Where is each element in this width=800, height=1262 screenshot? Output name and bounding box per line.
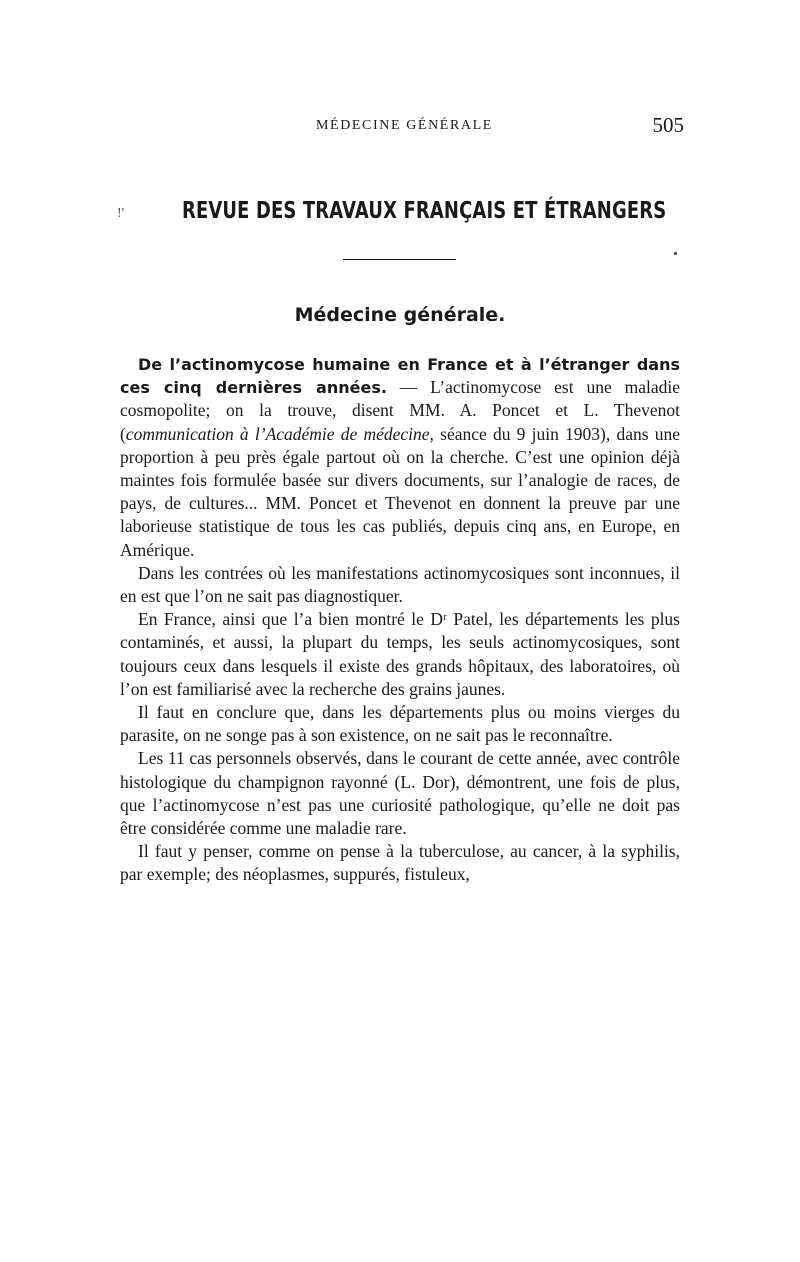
paragraph-3: En France, ainsi que l’a bien montré le Dʳ Patel, les départements les plus contaminés, et aussi, la plupart du temps, les seuls actinomycosiques, sont toujours ceux dans lesquels il existe des grands hôpitaux, des laboratoires, où l’on est familiarisé avec la recherche des grains jaunes. [120,609,680,699]
paragraph-1-italic: communication à l’Académie de médecine, [125,423,434,444]
paragraph-6: Il faut y penser, comme on pense à la tuberculose, au cancer, à la syphilis, par exemple; des néoplasmes, suppurés, fistuleux, [120,841,680,885]
running-title: MÉDECINE GÉNÉRALE [316,118,493,133]
subsection-title: Médecine générale. [294,304,506,326]
article-lead-title: De l’actinomycose humaine en France et à l’étranger dans ces cinq dernières années. [120,355,680,398]
page-number: 505 [652,113,684,137]
running-head [0,113,800,140]
stray-mark: !' [117,206,125,221]
article-body [120,353,680,887]
section-heading: REVUE DES TRAVAUX FRANÇAIS ET ÉTRANGERS [182,198,667,224]
paragraph-5: Les 11 cas personnels observés, dans le courant de cette année, avec contrôle histologique du champignon rayonné (L. Dor), démontrent, une fois de plus, que l’actinomycose n’est pas une curiosité pathologique, qu’elle ne doit pas être considérée comme une maladie rare. [120,748,680,839]
paragraph-1 [120,353,680,562]
section-rule [343,259,456,260]
paragraph-1-text-b: séance du 9 juin 1903), dans une proportion à peu près égale partout où on la cherche. C’est une opinion déjà maintes fois formulée basée sur divers documents, sur l’analogie de races, de pays, de cultures... MM. Poncet et Thevenot en donnent la preuve par une laborieuse statistique de tous les cas publiés, depuis cinq ans, en Europe, en Amérique. [120,423,681,560]
stray-dot [674,252,677,255]
paragraph-1-text-a: — L’actinomycose est une maladie cosmopolite; on la trouve, disent MM. A. Poncet et L. Thevenot ( [120,377,680,444]
paragraph-4: Il faut en conclure que, dans les départements plus ou moins vierges du parasite, on ne songe pas à son existence, on ne sait pas le reconnaître. [120,702,680,746]
paragraph-2: Dans les contrées où les manifestations actinomycosiques sont inconnues, il en est que l’on ne sait pas diagnostiquer. [120,562,680,607]
